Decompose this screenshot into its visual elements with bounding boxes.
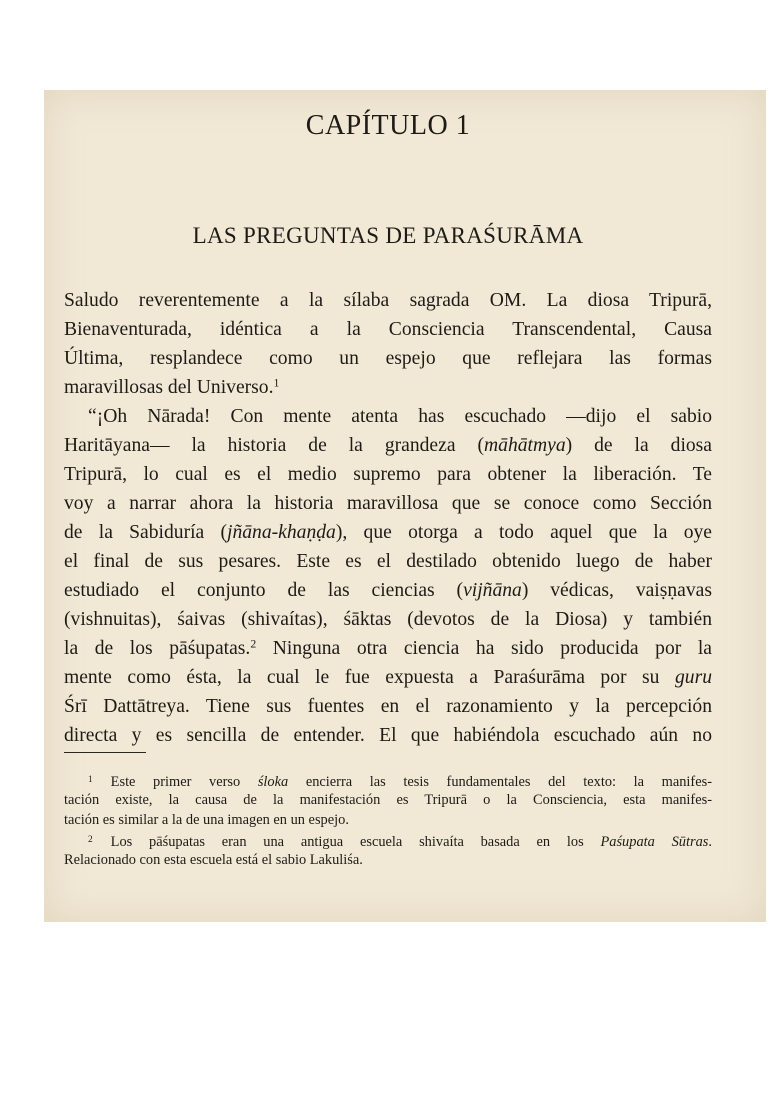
term-mahatmya: māhātmya — [484, 435, 566, 456]
body-line-4-text: maravillosas del Universo. — [64, 377, 274, 398]
body-line-13a: la de los pāśupatas. — [64, 638, 251, 659]
footnote-1-number: 1 — [88, 775, 93, 785]
body-line-8: voy a narrar ahora la historia maravillosa que se conoce como Sección — [64, 493, 712, 514]
body-line-10: el final de sus pesares. Este es el destilado obtenido luego de haber — [64, 551, 712, 572]
term-jnana-khanda: jñāna-khaṇḍa — [227, 522, 336, 543]
body-line-6 — [64, 431, 712, 460]
body-line-9a: de la Sabiduría ( — [64, 522, 228, 543]
body-text — [64, 286, 712, 750]
body-line-13b: Ninguna otra ciencia ha sido producida por la — [256, 638, 712, 659]
footnote-2-number: 2 — [88, 835, 93, 845]
body-line-4 — [64, 373, 712, 402]
body-line-5: “¡Oh Nārada! Con mente atenta has escuchado —dijo el sabio — [88, 406, 712, 427]
footnote-1-line-1b: encierra las tesis fundamentales del texto: la manifes- — [288, 774, 712, 791]
body-line-2: Bienaventurada, idéntica a la Consciencia Transcendental, Causa — [64, 319, 712, 340]
footnote-ref-2: 2 — [250, 637, 257, 651]
body-line-11a: estudiado el conjunto de las ciencias ( — [64, 580, 464, 601]
footnote-1-line-2: tación existe, la causa de la manifestación es Tripurā o la Consciencia, esta manifes- — [64, 792, 712, 808]
footnote-ref-1: 1 — [273, 376, 280, 390]
body-line-15: Śrī Dattātreya. Tiene sus fuentes en el razonamiento y la percepción — [64, 696, 712, 717]
footnote-2-line-1a: Los pāśupatas eran una antigua escuela shivaíta basada en los — [110, 834, 601, 851]
body-line-6b: ) de la diosa — [565, 435, 712, 456]
body-line-14a: mente como ésta, la cual le fue expuesta a Paraśurāma por su — [64, 667, 675, 688]
chapter-heading: CAPÍTULO 1 — [305, 110, 471, 141]
footnote-2-line-1 — [64, 830, 712, 850]
body-line-9b: ), que otorga a todo aquel que la oye — [335, 522, 712, 543]
term-pasupata-sutras: Paśupata Sūtras — [600, 834, 709, 851]
section-title: LAS PREGUNTAS DE PARAŚURĀMA — [192, 223, 584, 248]
body-line-11b: ) védicas, vaiṣṇavas — [521, 580, 712, 601]
body-line-12: (vishnuitas), śaivas (shivaítas), śāktas (devotos de la Diosa) y también — [64, 609, 712, 630]
body-line-13 — [64, 634, 712, 663]
body-line-3: Última, resplandece como un espejo que reflejara las formas — [64, 348, 712, 369]
footnote-1-line-3: tación es similar a la de una imagen en un espejo. — [64, 812, 349, 828]
body-line-11 — [64, 576, 712, 605]
body-line-6a: Haritāyana— la historia de la grandeza ( — [64, 435, 484, 456]
term-sloka: śloka — [257, 774, 289, 791]
body-line-7: Tripurā, lo cual es el medio supremo para obtener la liberación. Te — [64, 464, 712, 485]
body-line-1: Saludo reverentemente a la sílaba sagrada OM. La diosa Tripurā, — [64, 290, 712, 311]
footnote-1-line-1a: Este primer verso — [110, 774, 258, 791]
footnotes — [64, 770, 712, 870]
term-guru: guru — [674, 667, 712, 688]
term-vijnana: vijñāna — [463, 580, 522, 601]
footnote-2-line-2: Relacionado con esta escuela está el sabio Lakuliśa. — [64, 852, 363, 868]
body-line-9 — [64, 518, 712, 547]
footnote-2-line-1b: . — [708, 834, 713, 851]
footnote-1-line-1 — [64, 770, 712, 790]
body-line-16: directa y es sencilla de entender. El que habiéndola escuchado aún no — [64, 725, 712, 746]
body-line-14 — [64, 663, 712, 692]
footnote-divider — [64, 752, 146, 753]
